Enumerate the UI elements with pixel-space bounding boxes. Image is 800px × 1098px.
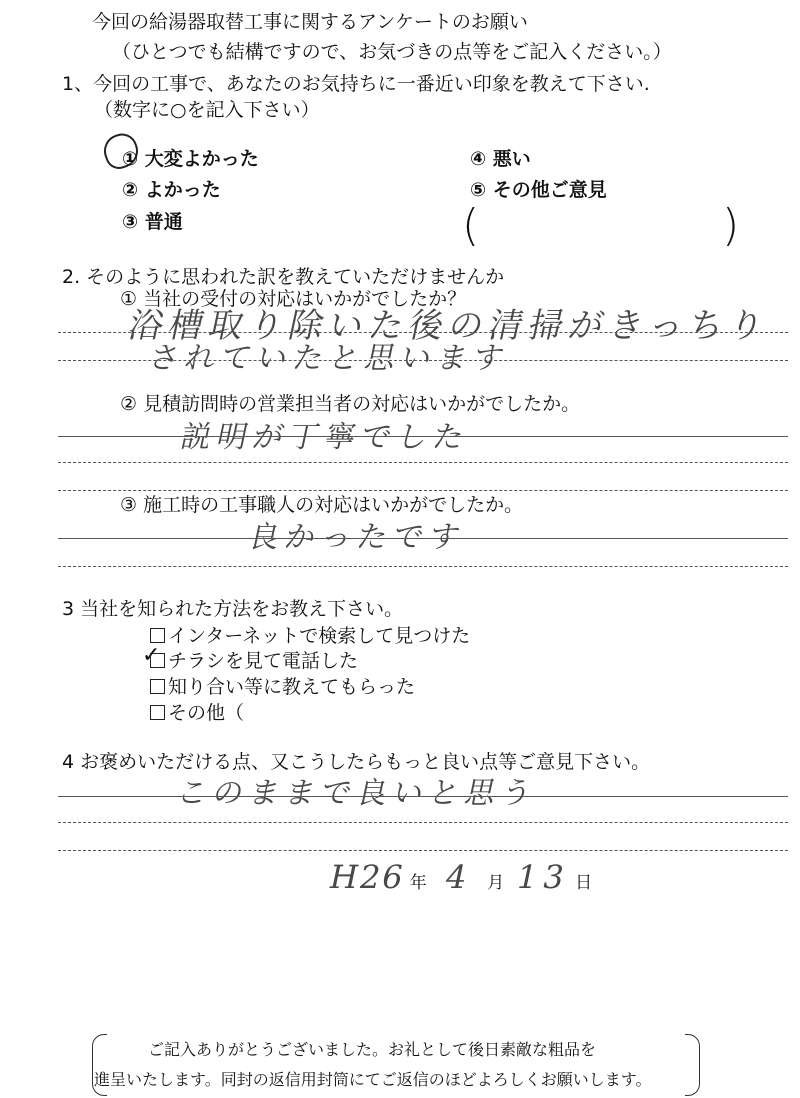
date-year-suffix: 年 xyxy=(409,873,427,893)
q3-option-other[interactable]: その他（ xyxy=(150,701,244,725)
q1-label: 1、今回の工事で、あなたのお気持ちに一番近い印象を教えて下さい. xyxy=(62,73,650,95)
q3-option-internet[interactable]: インターネットで検索して見つけた xyxy=(150,624,470,648)
q2-sub1: ① 当社の受付の対応はいかがでしたか？ xyxy=(120,288,467,310)
q3-label: 3 当社を知られた方法をお教え下さい。 xyxy=(62,598,404,620)
q4-label: 4 お褒めいただける点、又こうしたらもっと良い点等ご意見下さい。 xyxy=(62,751,651,773)
date-month-suffix: 月 xyxy=(487,873,505,893)
q4-answer[interactable]: このままで良いと思う xyxy=(173,776,541,811)
q2-answer3[interactable]: 良かったです xyxy=(245,520,469,555)
answer-line xyxy=(58,436,788,437)
checkbox-icon[interactable] xyxy=(150,628,165,643)
answer-line xyxy=(58,332,788,333)
q1-option-3[interactable]: ③ 普通 xyxy=(122,211,183,233)
other-opinion-paren-close: ) xyxy=(722,200,740,251)
answer-line xyxy=(58,822,788,823)
date-era[interactable]: H26 xyxy=(325,858,409,896)
footer-bracket-right xyxy=(685,1034,700,1096)
q1-option-1[interactable]: ① 大変よかった xyxy=(122,148,259,170)
q3-option-flyer[interactable]: チラシを見て電話した xyxy=(150,649,358,673)
q1-note: （数字に○を記入下さい） xyxy=(94,99,320,121)
q1-option-5[interactable]: ⑤ その他ご意見 xyxy=(470,179,607,201)
q1-option-2[interactable]: ② よかった xyxy=(122,179,221,201)
footer-line1: ご記入ありがとうございました。お礼として後日素敵な粗品を xyxy=(148,1040,597,1059)
answer-line xyxy=(58,538,788,539)
survey-title: 今回の給湯器取替工事に関するアンケートのお願い xyxy=(92,11,528,33)
q2-answer1-line1[interactable]: 浴槽取り除いた後の清掃がきっちり xyxy=(125,306,774,346)
date-field xyxy=(325,858,593,898)
date-month[interactable]: 4 xyxy=(441,858,477,896)
answer-line xyxy=(58,796,788,797)
q2-sub3: ③ 施工時の工事職人の対応はいかがでしたか。 xyxy=(120,494,524,516)
answer-line xyxy=(58,566,788,567)
checkbox-icon[interactable] xyxy=(150,679,165,694)
date-day-suffix: 日 xyxy=(575,873,593,893)
other-opinion-paren-open: ( xyxy=(462,200,480,251)
q2-answer1-line2[interactable]: されていたと思います xyxy=(145,341,513,376)
checkbox-icon[interactable] xyxy=(150,653,165,668)
answer-line xyxy=(58,490,788,491)
survey-subtitle: （ひとつでも結構ですので、お気づきの点等をご記入ください。） xyxy=(112,41,672,63)
date-day[interactable]: 13 xyxy=(513,858,575,896)
footer-box xyxy=(92,1034,700,1096)
answer-line xyxy=(58,360,788,361)
check-mark-icon: ✓ xyxy=(142,643,161,668)
q2-sub2: ② 見積訪問時の営業担当者の対応はいかがでしたか。 xyxy=(120,393,581,415)
q2-label: 2. そのように思われた訳を教えていただけませんか xyxy=(62,266,505,288)
checkbox-icon[interactable] xyxy=(150,705,165,720)
answer-line xyxy=(58,850,788,851)
q2-answer2[interactable]: 説明が丁寧でした xyxy=(177,420,473,455)
q1-option-4[interactable]: ④ 悪い xyxy=(470,148,531,170)
q3-option-acquaintance[interactable]: 知り合い等に教えてもらった xyxy=(150,675,415,699)
footer-line2: 進呈いたします。同封の返信用封筒にてご返信のほどよろしくお願いします。 xyxy=(94,1070,652,1089)
answer-line xyxy=(58,462,788,463)
